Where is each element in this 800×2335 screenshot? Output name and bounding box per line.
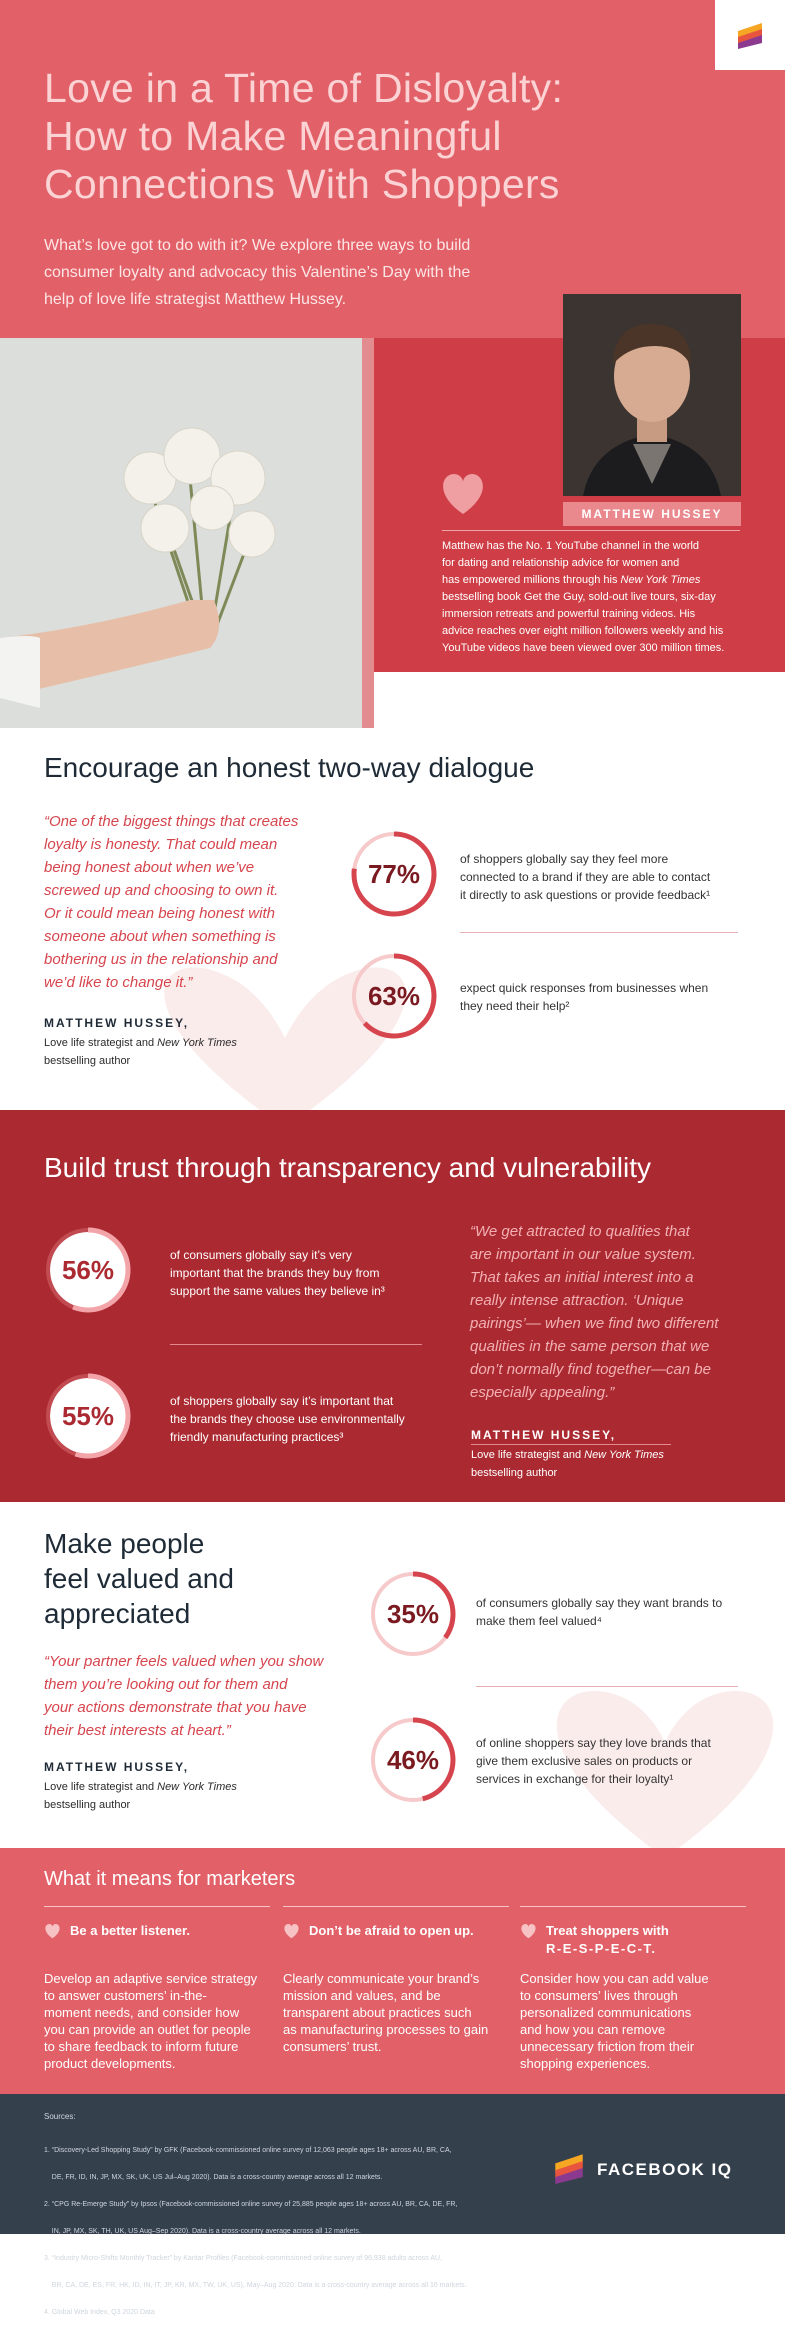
stat-line: make them feel valued⁴ <box>476 1614 602 1628</box>
section-build-trust <box>0 1110 785 1502</box>
stat-line: the brands they choose use environmentally <box>170 1412 405 1426</box>
role-line: bestselling author <box>44 1055 131 1067</box>
heart-icon <box>283 1924 300 1939</box>
hero-bio <box>442 538 742 657</box>
stat-description <box>476 1734 766 1788</box>
heading-line: Make people <box>44 1528 205 1559</box>
quote-line: That takes an initial interest into a <box>470 1269 694 1286</box>
quote-line: “We get attracted to qualities that <box>470 1223 690 1240</box>
text-line: moment needs, and consider how <box>44 2005 240 2020</box>
text-line: product developments. <box>44 2056 176 2071</box>
stat-line: of consumers globally say they want brands to <box>476 1596 723 1610</box>
quote-attribution-name: MATTHEW HUSSEY, <box>471 1428 617 1442</box>
heading-line: feel valued and <box>44 1563 234 1594</box>
stat-ring-55 <box>44 1372 132 1460</box>
text-line: Clearly communicate your brand’s <box>283 1971 480 1986</box>
intro-text <box>44 232 524 313</box>
stat-ring-63 <box>350 952 438 1040</box>
intro-line: consumer loyalty and advocacy this Valentine’s Day with the <box>44 264 471 281</box>
page-title <box>44 64 684 208</box>
column-divider <box>520 1906 746 1907</box>
source-line: 4. Global Web Index, Q3 2020 Data <box>44 2309 155 2316</box>
stat-percent: 46% <box>386 1745 440 1775</box>
stat-divider <box>460 932 738 933</box>
stat-line: give them exclusive sales on products or <box>476 1754 693 1768</box>
text-line: you can provide an outlet for people <box>44 2022 251 2037</box>
text-line: transparent about practices such <box>283 2005 472 2020</box>
role-italic: New York Times <box>157 1781 237 1793</box>
quote-line: your actions demonstrate that you have <box>44 1699 307 1716</box>
text-line: and how you can remove <box>520 2022 666 2037</box>
stat-description <box>476 1594 766 1630</box>
stat-description <box>460 850 750 904</box>
column-divider <box>44 1906 270 1907</box>
source-line: DE, FR, ID, IN, JP, MX, SK, UK, US Jul–Aug 2020). Data is a cross-country average across all 12 markets. <box>44 2174 383 2181</box>
column-title <box>70 1922 190 1940</box>
stat-line: expect quick responses from businesses when <box>460 981 709 995</box>
stat-ring-56 <box>44 1226 132 1314</box>
title-line: Treat shoppers with <box>546 1923 669 1938</box>
facebook-iq-wordmark: FACEBOOK IQ <box>597 2160 733 2179</box>
section-heading <box>44 1526 234 1631</box>
bio-line: immersion retreats and powerful training videos. His <box>442 608 696 620</box>
facebook-iq-logo-icon <box>553 2152 585 2184</box>
column-divider <box>283 1906 509 1907</box>
quote-line: loyalty is honesty. That could mean <box>44 836 278 853</box>
role-text: Love life strategist and <box>44 1781 158 1793</box>
column-text <box>520 1970 746 2072</box>
text-line: Consider how you can add value <box>520 1971 709 1986</box>
stat-ring-35 <box>369 1570 457 1658</box>
role-line: bestselling author <box>471 1467 558 1479</box>
intro-line: help of love life strategist Matthew Hussey. <box>44 291 347 308</box>
role-italic: New York Times <box>157 1037 237 1049</box>
role-line <box>44 1034 274 1052</box>
quote-line: Or it could mean being honest with <box>44 905 275 922</box>
quote-line: “Your partner feels valued when you show <box>44 1653 324 1670</box>
stat-ring-46 <box>369 1716 457 1804</box>
title-line: R-E-S-P-E-C-T. <box>546 1941 657 1956</box>
stat-description <box>170 1392 430 1446</box>
role-line <box>44 1778 284 1796</box>
hero-divider <box>442 530 740 531</box>
heading-line: appreciated <box>44 1598 191 1629</box>
quote-line: especially appealing.” <box>470 1384 615 1401</box>
role-text: Love life strategist and <box>471 1449 585 1461</box>
text-line: mission and values, and be <box>283 1988 441 2003</box>
source-line: BR, CA, DE, ES, FR, HK, ID, IN, IT, JP, KR, MX, TW, UK, US), May–Aug 2020. Data is a cross-country average across all 16 markets. <box>44 2282 467 2289</box>
stat-line: friendly manufacturing practices³ <box>170 1430 344 1444</box>
stat-percent: 56% <box>61 1255 115 1285</box>
hero-accent-strip <box>360 338 374 728</box>
bio-line: YouTube videos have been viewed over 300 million times. <box>442 642 725 654</box>
stat-line: of shoppers globally say it’s important that <box>170 1394 394 1408</box>
matthew-hussey-portrait <box>563 294 741 496</box>
header-banner <box>0 0 785 340</box>
title-line: Be a better listener. <box>70 1923 190 1938</box>
title-line: Connections With Shoppers <box>44 161 560 207</box>
section-heading: What it means for marketers <box>44 1868 296 1890</box>
heart-icon <box>520 1924 537 1939</box>
intro-line: What’s love got to do with it? We explore three ways to build <box>44 237 471 254</box>
text-line: to share feedback to inform future <box>44 2039 239 2054</box>
roses-illustration <box>0 338 362 728</box>
hussey-quote <box>44 1650 344 1742</box>
quote-attribution-role <box>471 1446 711 1482</box>
quote-attribution-name: MATTHEW HUSSEY, <box>44 1016 190 1030</box>
bio-line <box>442 572 742 589</box>
stat-percent: 55% <box>61 1401 115 1431</box>
section-heading: Encourage an honest two-way dialogue <box>44 752 535 783</box>
bio-italic: New York Times <box>620 574 701 586</box>
hero-name-tag: MATTHEW HUSSEY <box>563 502 741 526</box>
bio-line: bestselling book Get the Guy, sold-out live tours, six-day <box>442 591 716 603</box>
heart-icon <box>44 1924 61 1939</box>
text-line: consumers’ trust. <box>283 2039 382 2054</box>
quote-line: their best interests at heart.” <box>44 1722 231 1739</box>
bio-line: advice reaches over eight million followers weekly and his <box>442 625 724 637</box>
stat-line: they need their help² <box>460 999 570 1013</box>
role-italic: New York Times <box>584 1449 664 1461</box>
stat-ring-77 <box>350 830 438 918</box>
stat-percent: 35% <box>386 1599 440 1629</box>
section-marketers <box>0 1848 785 2094</box>
section-honest-dialogue <box>0 728 785 1110</box>
title-line: How to Make Meaningful <box>44 113 502 159</box>
quote-attribution-name: MATTHEW HUSSEY, <box>44 1760 190 1774</box>
section-heading: Build trust through transparency and vulnerability <box>44 1152 652 1183</box>
stat-line: support the same values they believe in³ <box>170 1284 385 1298</box>
bio-text: has empowered millions through his <box>442 574 621 586</box>
hussey-quote <box>44 810 334 994</box>
stat-line: of online shoppers say they love brands that <box>476 1736 711 1750</box>
sources-label: Sources: <box>44 2112 76 2121</box>
text-line: unnecessary friction from their <box>520 2039 695 2054</box>
text-line: to answer customers’ in-the- <box>44 1988 207 2003</box>
role-line <box>471 1446 711 1464</box>
quote-line: qualities in the same person that we <box>470 1338 710 1355</box>
bio-line: Matthew has the No. 1 YouTube channel in the world <box>442 540 700 552</box>
footer <box>0 2094 785 2316</box>
stat-line: it directly to ask questions or provide feedback¹ <box>460 888 711 902</box>
quote-line: them you’re looking out for them and <box>44 1676 288 1693</box>
stat-line: services in exchange for their loyalty¹ <box>476 1772 674 1786</box>
quote-line: being honest about when we’ve <box>44 859 255 876</box>
quote-line: we’d like to change it.” <box>44 974 193 991</box>
text-line: to consumers’ lives through <box>520 1988 678 2003</box>
stat-line: of consumers globally say it’s very <box>170 1248 352 1262</box>
stat-percent: 77% <box>367 859 421 889</box>
quote-line: don’t normally find together—can be <box>470 1361 711 1378</box>
text-line: as manufacturing processes to gain <box>283 2022 489 2037</box>
quote-line: are important in our value system. <box>470 1246 696 1263</box>
heart-icon <box>440 474 486 516</box>
column-text <box>44 1970 270 2072</box>
source-line: 2. “CPG Re-Emerge Study” by Ipsos (Facebook-commissioned online survey of 25,885 people ages 18+ across AU, BR, CA, DE, FR, <box>44 2201 458 2208</box>
quote-line: someone about when something is <box>44 928 276 945</box>
source-line: 3. “Industry Micro-Shifts Monthly Tracker” by Kantar Profiles (Facebook-commissioned online survey of 96,938 adults across AU, <box>44 2255 442 2262</box>
column-text <box>283 1970 509 2055</box>
facebook-iq-logo-icon <box>736 21 764 49</box>
bio-line: for dating and relationship advice for women and <box>442 557 680 569</box>
roses-photo <box>0 338 362 728</box>
hero-section <box>0 338 785 728</box>
source-line: 1. “Discovery-Led Shopping Study” by GFK (Facebook-commissioned online survey of 12,063 people ages 18+ across AU, BR, CA, <box>44 2147 452 2154</box>
stat-line: of shoppers globally say they feel more <box>460 852 669 866</box>
text-line: personalized communications <box>520 2005 692 2020</box>
quote-line: “One of the biggest things that creates <box>44 813 299 830</box>
quote-line: screwed up and choosing to own it. <box>44 882 279 899</box>
stat-line: important that the brands they buy from <box>170 1266 380 1280</box>
sources-list <box>44 2128 544 2335</box>
attribution-divider <box>471 1444 671 1445</box>
column-title <box>309 1922 474 1940</box>
quote-attribution-role <box>44 1778 284 1814</box>
stat-line: connected to a brand if they are able to contact <box>460 870 711 884</box>
source-line: IN, JP, MX, SK, TH, UK, US Aug–Sep 2020). Data is a cross-country average across all 12 markets. <box>44 2228 361 2235</box>
quote-line: bothering us in the relationship and <box>44 951 278 968</box>
column-title <box>546 1922 669 1958</box>
section-feel-valued <box>0 1502 785 1848</box>
stat-description <box>460 979 750 1015</box>
quote-attribution-role <box>44 1034 274 1070</box>
text-line: shopping experiences. <box>520 2056 651 2071</box>
quote-line: pairings’— when we find two different <box>470 1315 719 1332</box>
stat-divider <box>170 1344 422 1345</box>
stat-divider <box>476 1686 738 1687</box>
stat-percent: 63% <box>367 981 421 1011</box>
quote-line: really intense attraction. ‘Unique <box>470 1292 684 1309</box>
text-line: Develop an adaptive service strategy <box>44 1971 258 1986</box>
role-text: Love life strategist and <box>44 1037 158 1049</box>
portrait-illustration <box>563 294 741 496</box>
hussey-quote <box>470 1220 760 1404</box>
role-line: bestselling author <box>44 1799 131 1811</box>
title-line: Love in a Time of Disloyalty: <box>44 65 564 111</box>
stat-description <box>170 1246 430 1300</box>
facebook-iq-logo <box>715 0 785 70</box>
title-line: Don’t be afraid to open up. <box>309 1923 474 1938</box>
